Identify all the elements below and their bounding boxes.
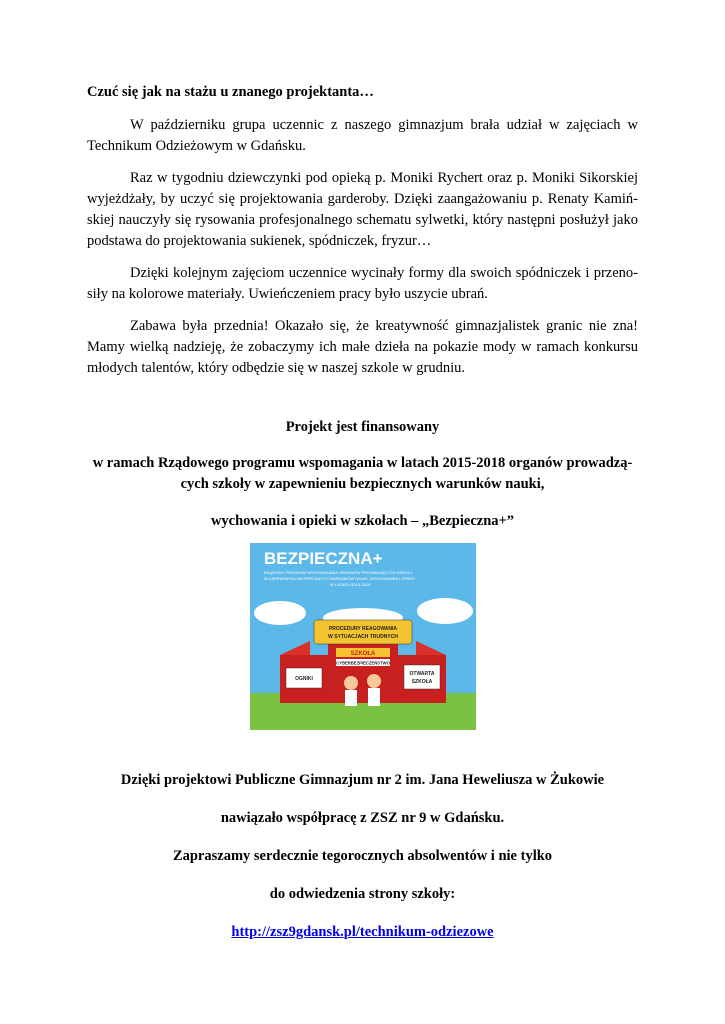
article-paragraph: Raz w tygodniu dziewczynki pod opieką p. Moniki Rychert oraz p. Moniki Sikorskiej wyjeżdżały, by uczyć się projektowania garderoby. Dzięki zaangażowaniu p. Renaty Kamiń- skiej nauczyły się rysowania profesjonalnego schematu sylwetki, który następni posłużył jako podstawa do projektowania sukienek, spódniczek, fryzur… xyxy=(87,170,638,249)
school-website-link[interactable]: http://zsz9gdansk.pl/technikum-odziezowe xyxy=(231,923,494,940)
cyber-sign-label: CYBERBEZPIECZEŃSTWO xyxy=(335,660,390,665)
procedures-sign-label: W SYTUACJACH TRUDNYCH xyxy=(327,633,398,640)
child-figure-icon xyxy=(344,676,358,690)
footer-line: Dzięki projektowi Publiczne Gimnazjum nr 2 im. Jana Heweliusza w Żukowie xyxy=(120,771,605,788)
spacer xyxy=(87,730,638,770)
left-sign-label: OGNIKI xyxy=(294,675,313,682)
poster-subtitle: W LATACH 2015-2018 xyxy=(329,581,370,587)
child-figure-icon xyxy=(368,688,380,706)
funding-program-text: w ramach Rządowego programu wspomagania w latach 2015-2018 organów prowadzą- cych szkoły w zapewnieniu bezpiecznych warunków nauki, xyxy=(92,454,633,492)
right-sign-label: SZKOŁA xyxy=(411,678,432,685)
document-page xyxy=(87,84,638,943)
footer-line: nawiązało współpracę z ZSZ nr 9 w Gdańsku. xyxy=(220,809,505,826)
funding-program-name: wychowania i opieki w szkołach – „Bezpieczna+” xyxy=(210,512,515,529)
bezpieczna-poster-image xyxy=(250,543,476,730)
article-paragraph: Dzięki kolejnym zajęciom uczennice wycinały formy dla swoich spódniczek i przeno- siły na kolorowe materiały. Uwieńczeniem pracy było uszycie ubrań. xyxy=(87,265,638,302)
article-title: Czuć się jak na stażu u znanego projektanta… xyxy=(87,84,374,100)
right-sign xyxy=(404,665,440,689)
article-paragraph: Zabawa była przednia! Okazało się, że kreatywność gimnazjalistek granic nie zna! Mamy wielką nadzieję, że zobaczymy ich małe dzieła na pokazie mody w ramach konkursu młodych talentów, który odbędzie się w naszej szkole w grudniu. xyxy=(87,318,638,376)
footer-line: Zapraszamy serdecznie tegorocznych absolwentów i nie tylko xyxy=(172,847,553,864)
poster-brand: BEZPIECZNA+ xyxy=(263,548,383,568)
school-sign-label: SZKOŁA xyxy=(350,650,375,657)
procedures-sign-label: PROCEDURY REAGOWANIA xyxy=(328,625,397,632)
child-figure-icon xyxy=(345,690,357,706)
footer-link-line xyxy=(87,922,638,943)
poster-subtitle: W ZAPEWNIENIU BEZPIECZNYCH WARUNKÓW NAUKI, WYCHOWANIA I OPIEKI xyxy=(263,575,415,581)
procedures-sign xyxy=(314,620,412,644)
poster-subtitle: RZĄDOWY PROGRAM WSPOMAGANIA ORGANÓW PROWADZĄCYCH SZKOŁY xyxy=(263,569,413,575)
right-sign-label: OTWARTA xyxy=(409,670,434,677)
article-paragraph: W październiku grupa uczennic z naszego gimnazjum brała udział w zajęciach w Technikum Odzieżowym w Gdańsku. xyxy=(87,117,638,154)
footer-line: do odwiedzenia strony szkoły: xyxy=(269,885,456,902)
child-figure-icon xyxy=(367,674,381,688)
funding-heading: Projekt jest finansowany xyxy=(285,419,440,435)
cloud-icon xyxy=(254,601,306,625)
cloud-icon xyxy=(417,598,473,624)
